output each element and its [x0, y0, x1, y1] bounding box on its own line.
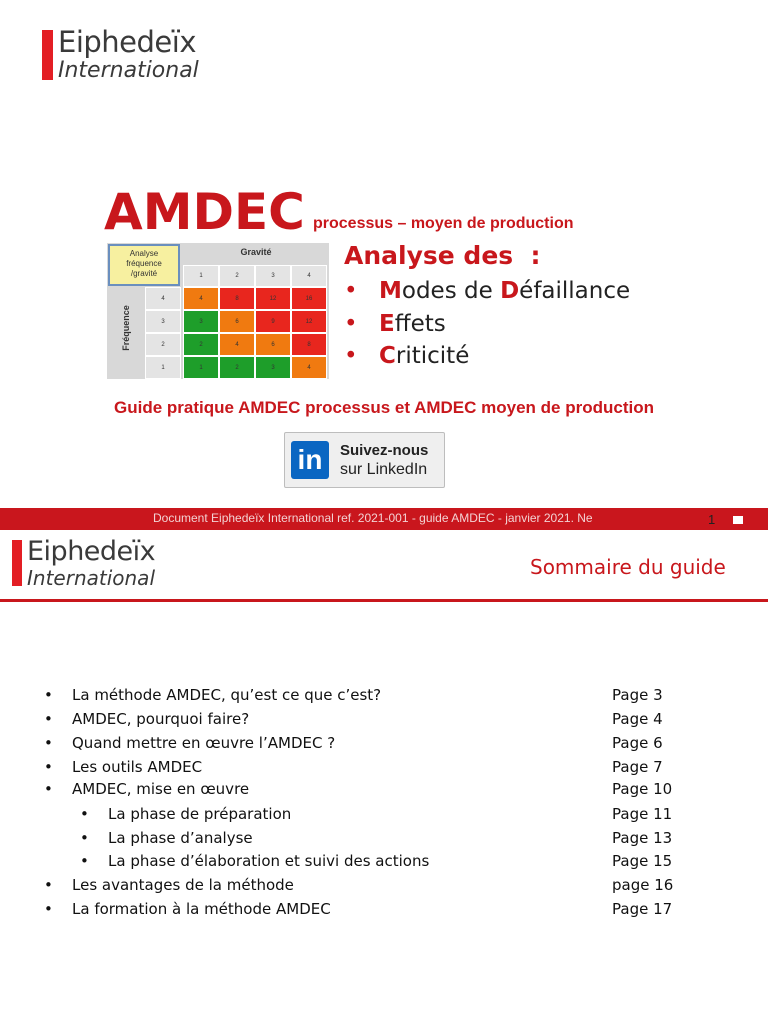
matrix-cell: 6: [219, 310, 255, 333]
matrix-row-label: 2: [145, 333, 181, 356]
matrix-cell: 3: [183, 310, 219, 333]
matrix-col-label: 4: [291, 265, 327, 287]
bullet-icon: •: [80, 852, 89, 870]
toc-item-page: Page 15: [612, 852, 673, 870]
matrix-cell: 4: [219, 333, 255, 356]
bullet-icon: •: [44, 686, 53, 704]
matrix-row-header: Fréquence: [121, 305, 131, 351]
linkedin-line2: sur LinkedIn: [340, 461, 428, 478]
toc-item[interactable]: [0, 829, 768, 851]
matrix-col-label: 3: [255, 265, 291, 287]
toc-item-page: Page 7: [612, 758, 663, 776]
bullet-icon: •: [44, 780, 53, 798]
toc-item[interactable]: [0, 758, 768, 780]
toc-item-page: Page 13: [612, 829, 673, 847]
footer-mark-icon: [733, 516, 743, 524]
toc-item-page: Page 4: [612, 710, 663, 728]
toc-item[interactable]: [0, 734, 768, 756]
logo-bar-2: [12, 540, 22, 586]
toc-item-title: Les avantages de la méthode: [72, 876, 294, 894]
matrix-cell: 6: [255, 333, 291, 356]
document-subtitle: processus – moyen de production: [313, 215, 574, 232]
matrix-cell: 9: [255, 310, 291, 333]
toc-item-title: La phase d’analyse: [108, 829, 253, 847]
matrix-corner-label: Analyse fréquence /gravité: [108, 244, 180, 286]
matrix-cell: 2: [183, 333, 219, 356]
toc-item-title: La phase de préparation: [108, 805, 292, 823]
criticality-matrix: [107, 243, 329, 379]
matrix-cell: 3: [255, 356, 291, 379]
toc-item[interactable]: [0, 805, 768, 827]
matrix-cell: 4: [291, 356, 327, 379]
toc-item-page: Page 6: [612, 734, 663, 752]
matrix-cell: 1: [183, 356, 219, 379]
toc-item-page: Page 10: [612, 780, 673, 798]
logo-subtitle-2: International: [27, 566, 155, 590]
bullet-icon: •: [44, 734, 53, 752]
matrix-row-label: 3: [145, 310, 181, 333]
logo-name: Eiphedeïx: [58, 25, 196, 59]
toc-item[interactable]: [0, 686, 768, 708]
toc-item-title: Quand mettre en œuvre l’AMDEC ?: [72, 734, 336, 752]
matrix-row-label: 1: [145, 356, 181, 379]
header-divider: [0, 599, 768, 602]
toc-item-page: Page 17: [612, 900, 673, 918]
logo-subtitle: International: [58, 58, 199, 83]
toc-item-title: AMDEC, mise en œuvre: [72, 780, 250, 798]
bullet-icon: •: [80, 805, 89, 823]
matrix-row-label: 4: [145, 287, 181, 310]
toc-item[interactable]: [0, 876, 768, 898]
matrix-cell: 2: [219, 356, 255, 379]
toc-item-title: La méthode AMDEC, qu’est ce que c’est?: [72, 686, 382, 704]
matrix-col-label: 1: [183, 265, 219, 287]
toc-item[interactable]: [0, 780, 768, 802]
bullet-icon: •: [80, 829, 89, 847]
logo-name-2: Eiphedeïx: [27, 536, 156, 567]
toc-item[interactable]: [0, 852, 768, 874]
bullet-effets: • Effets: [344, 311, 446, 337]
logo-bar: [42, 30, 53, 80]
toc-item-page: Page 3: [612, 686, 663, 704]
matrix-col-label: 2: [219, 265, 255, 287]
footer-text: Document Eiphedeïx International ref. 2021-001 - guide AMDEC - janvier 2021. Ne: [153, 511, 593, 525]
toc-item[interactable]: [0, 900, 768, 922]
bullet-modes: • Modes de Défaillance: [344, 278, 631, 304]
linkedin-line1: Suivez-nous: [340, 442, 429, 459]
toc-item-title: AMDEC, pourquoi faire?: [72, 710, 250, 728]
page-title: Sommaire du guide: [530, 555, 726, 579]
guide-tagline: Guide pratique AMDEC processus et AMDEC moyen de production: [114, 398, 654, 417]
toc-item-title: La formation à la méthode AMDEC: [72, 900, 331, 918]
linkedin-icon: in: [291, 441, 329, 479]
toc-item-page: Page 11: [612, 805, 673, 823]
matrix-col-header: Gravité: [240, 247, 272, 257]
matrix-cell: 12: [255, 287, 291, 310]
matrix-cell: 4: [183, 287, 219, 310]
slide-footer: [0, 508, 768, 530]
page-number: 1: [708, 512, 716, 527]
analysis-heading: Analyse des :: [344, 241, 541, 270]
bullet-criticite: • Criticité: [344, 343, 470, 369]
document-title: AMDEC: [104, 183, 305, 241]
matrix-cell: 12: [291, 310, 327, 333]
bullet-icon: •: [44, 900, 53, 918]
toc-item-page: page 16: [612, 876, 674, 894]
matrix-cell: 16: [291, 287, 327, 310]
matrix-cell: 8: [291, 333, 327, 356]
toc-item-title: La phase d’élaboration et suivi des actions: [108, 852, 430, 870]
bullet-icon: •: [44, 876, 53, 894]
bullet-icon: •: [44, 758, 53, 776]
toc-item[interactable]: [0, 710, 768, 732]
toc-item-title: Les outils AMDEC: [72, 758, 203, 776]
linkedin-follow-button[interactable]: [284, 432, 445, 488]
matrix-cell: 8: [219, 287, 255, 310]
bullet-icon: •: [44, 710, 53, 728]
